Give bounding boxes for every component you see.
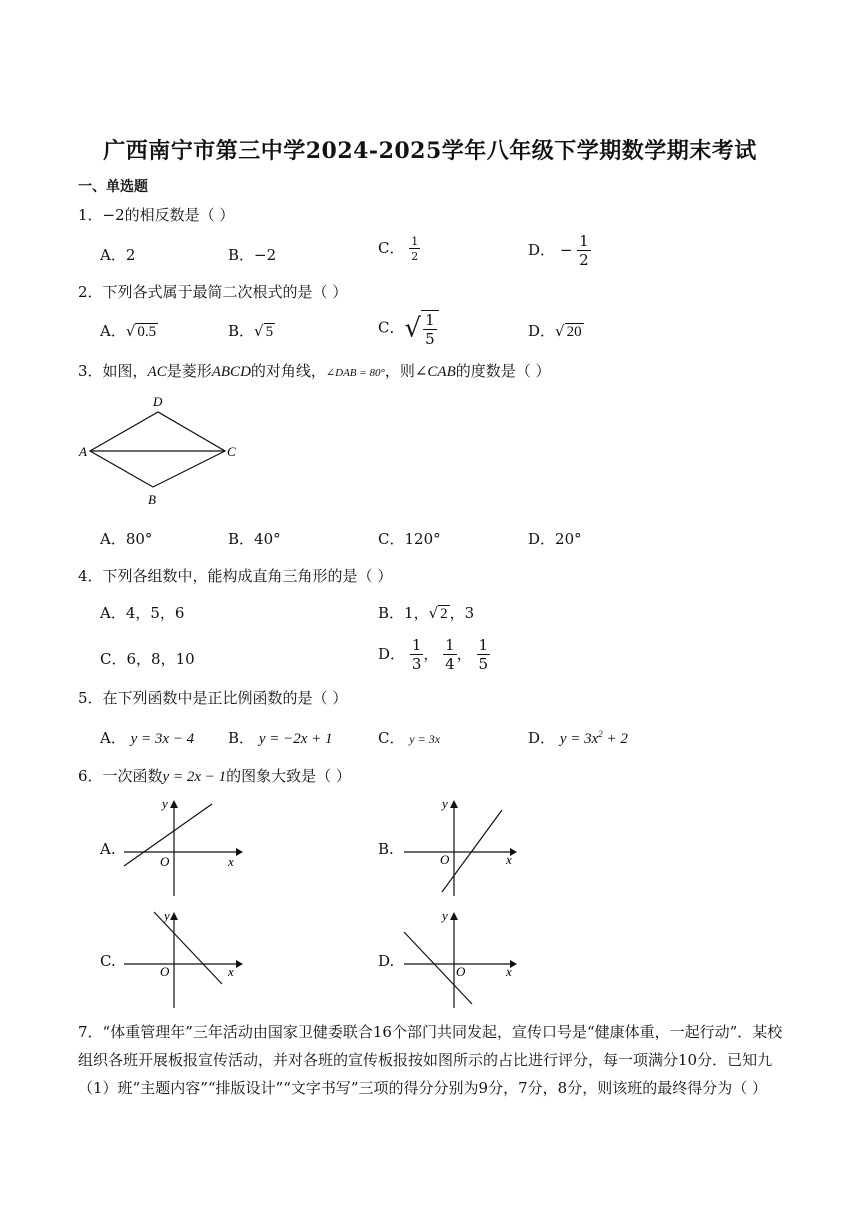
q3-option-d[interactable]: D．20°	[528, 530, 582, 548]
graph-b[interactable]	[398, 796, 528, 902]
fraction-2: $\frac{1}{4}$	[445, 636, 455, 673]
label-c: C	[227, 444, 236, 459]
svg-text:y: y	[164, 908, 170, 923]
q3-option-b[interactable]: B．40°	[228, 530, 281, 548]
fraction: $\frac{1}{2}$	[579, 232, 589, 269]
q3-option-c[interactable]: C．120°	[378, 530, 441, 548]
fraction: $\frac{1}{2}$	[411, 235, 419, 263]
page-title: 广西南宁市第三中学2024-2025学年八年级下学期数学期末考试	[103, 138, 757, 164]
question-2-stem: 2．下列各式属于最简二次根式的是（ ）	[78, 283, 348, 301]
q2-option-c[interactable]	[378, 310, 439, 347]
question-3-stem: 3．如图，AC是菱形ABCD的对角线，∠DAB = 80°，则∠CAB的度数是（ ）	[78, 362, 551, 380]
question-7-stem: 7．“体重管理年”三年活动由国家卫健委联合16个部门共同发起，宣传口号是“健康体重，一起行动”．某校组织各班开展板报宣传活动，并对各班的宣传板报按如图所示的占比进行评分，每一项满分10分．已知九（1）班“主题内容”“排版设计”“文字书写”三项的得分分别为9分，7分，8分，则该班的最终得分为（ ）	[78, 1023, 783, 1097]
label-b: B	[148, 492, 156, 507]
question-5-stem: 5．在下列函数中是正比例函数的是（ ）	[78, 689, 348, 707]
q1-option-a[interactable]: A．2	[100, 246, 136, 264]
q5-option-c[interactable]: C． y = 3x	[378, 729, 441, 747]
svg-text:O: O	[440, 852, 450, 867]
graph-c[interactable]	[118, 908, 248, 1014]
graph-d[interactable]	[398, 908, 528, 1014]
q6-option-b[interactable]: B.	[378, 840, 394, 858]
svg-text:x: x	[506, 852, 512, 867]
q4-option-c[interactable]: C．6，8，10	[100, 650, 195, 668]
label-a: A	[79, 444, 87, 459]
sqrt: √ 5	[254, 322, 274, 340]
graph-a[interactable]	[118, 796, 248, 902]
svg-text:x: x	[228, 964, 234, 979]
section-heading: 一、单选题	[78, 179, 148, 195]
label-d: D	[153, 394, 163, 409]
option-label: C．	[378, 318, 405, 337]
q4-option-b[interactable]: B．1，√ 2 ，3	[378, 604, 475, 622]
option-label: D．	[528, 322, 556, 340]
q4-option-a[interactable]: A．4，5，6	[100, 604, 185, 622]
option-label: A．	[100, 322, 126, 340]
minus-sign: −	[559, 241, 573, 259]
svg-text:x: x	[228, 854, 234, 869]
q5-option-b[interactable]: B． y = −2x + 1	[228, 729, 333, 747]
q2-option-d[interactable]	[528, 320, 584, 341]
svg-text:O: O	[160, 964, 170, 979]
q6-option-c[interactable]: C.	[100, 952, 116, 970]
q4-option-d[interactable]: D． $\frac{1}{3}$ ， $\frac{1}{4}$ ， $\frac{1}{5}$	[378, 636, 489, 673]
svg-text:y: y	[162, 796, 168, 811]
question-6-stem: 6．一次函数y = 2x − 1的图象大致是（ ）	[78, 767, 351, 785]
rhombus-figure	[70, 390, 250, 510]
fraction-1: $\frac{1}{3}$	[411, 636, 422, 673]
q6-option-a[interactable]: A.	[100, 840, 116, 858]
q3-option-a[interactable]: A．80°	[100, 530, 153, 548]
function-line	[442, 810, 502, 892]
sqrt: √ 2	[428, 604, 448, 622]
q5-option-d[interactable]: D． $y = 3x^2 + 2$	[528, 729, 628, 747]
q2-option-a[interactable]	[100, 320, 158, 341]
svg-text:O: O	[160, 854, 170, 869]
sqrt-sign: √	[404, 313, 422, 344]
option-label: B．	[228, 322, 255, 340]
question-1-stem: 1．−2的相反数是（ ）	[78, 206, 235, 224]
q2-option-b[interactable]	[228, 320, 275, 341]
q1-option-b[interactable]: B．−2	[228, 246, 277, 264]
question-4-stem: 4．下列各组数中，能构成直角三角形的是（ ）	[78, 567, 393, 585]
svg-text:y: y	[442, 796, 448, 811]
sqrt: √ 0.5	[125, 322, 157, 340]
q1-option-c[interactable]	[378, 236, 420, 262]
svg-text:y: y	[442, 908, 448, 923]
fraction: $\frac{1}{5}$	[421, 310, 439, 347]
q5-option-a[interactable]: A． y = 3x − 4	[100, 729, 195, 747]
rhombus-shape	[90, 412, 225, 487]
svg-text:O: O	[456, 964, 466, 979]
q6-option-d[interactable]: D.	[378, 952, 395, 970]
sqrt: √ 20	[555, 322, 582, 340]
q1-option-d[interactable]	[528, 234, 591, 268]
option-label: C．	[378, 239, 405, 257]
option-label: D．	[378, 645, 406, 663]
svg-text:x: x	[506, 964, 512, 979]
fraction-3: $\frac{1}{5}$	[478, 636, 489, 673]
option-label: D．	[528, 241, 556, 259]
